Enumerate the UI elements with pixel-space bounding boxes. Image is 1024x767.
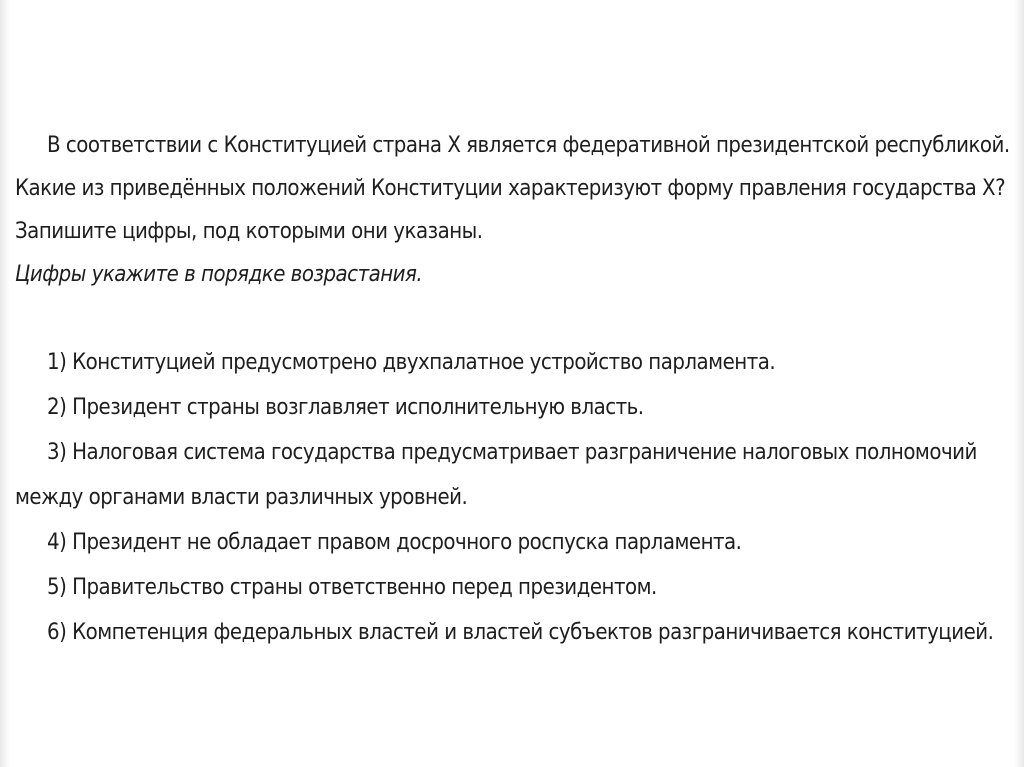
answer-option-3: 3) Налоговая система государства предусматривает разграничение налоговых полномочий между органами власти различных уровней.: [15, 440, 977, 510]
answer-option-5: 5) Правительство страны ответственно перед президентом.: [47, 575, 657, 600]
task-paragraph: [15, 124, 1019, 296]
answer-option-4: 4) Президент не обладает правом досрочного роспуска парламента.: [47, 530, 742, 555]
answer-options-list: [15, 340, 1019, 655]
answer-option-1: 1) Конституцией предусмотрено двухпалатное устройство парламента.: [47, 350, 776, 375]
task-hint: Цифры укажите в порядке возрастания.: [15, 262, 423, 287]
task-question: В соответствии с Конституцией страна Х является федеративной президентской республикой. Какие из приведённых положений Конституции характеризуют форму правления государства Х? Запишите цифры, под которыми они указаны.: [15, 133, 1010, 244]
answer-option-6: 6) Компетенция федеральных властей и властей субъектов разграничивается конституцией.: [47, 620, 994, 645]
slide-left-edge: [0, 0, 10, 767]
slide-content: [15, 124, 1019, 655]
answer-option-2: 2) Президент страны возглавляет исполнительную власть.: [47, 395, 644, 420]
